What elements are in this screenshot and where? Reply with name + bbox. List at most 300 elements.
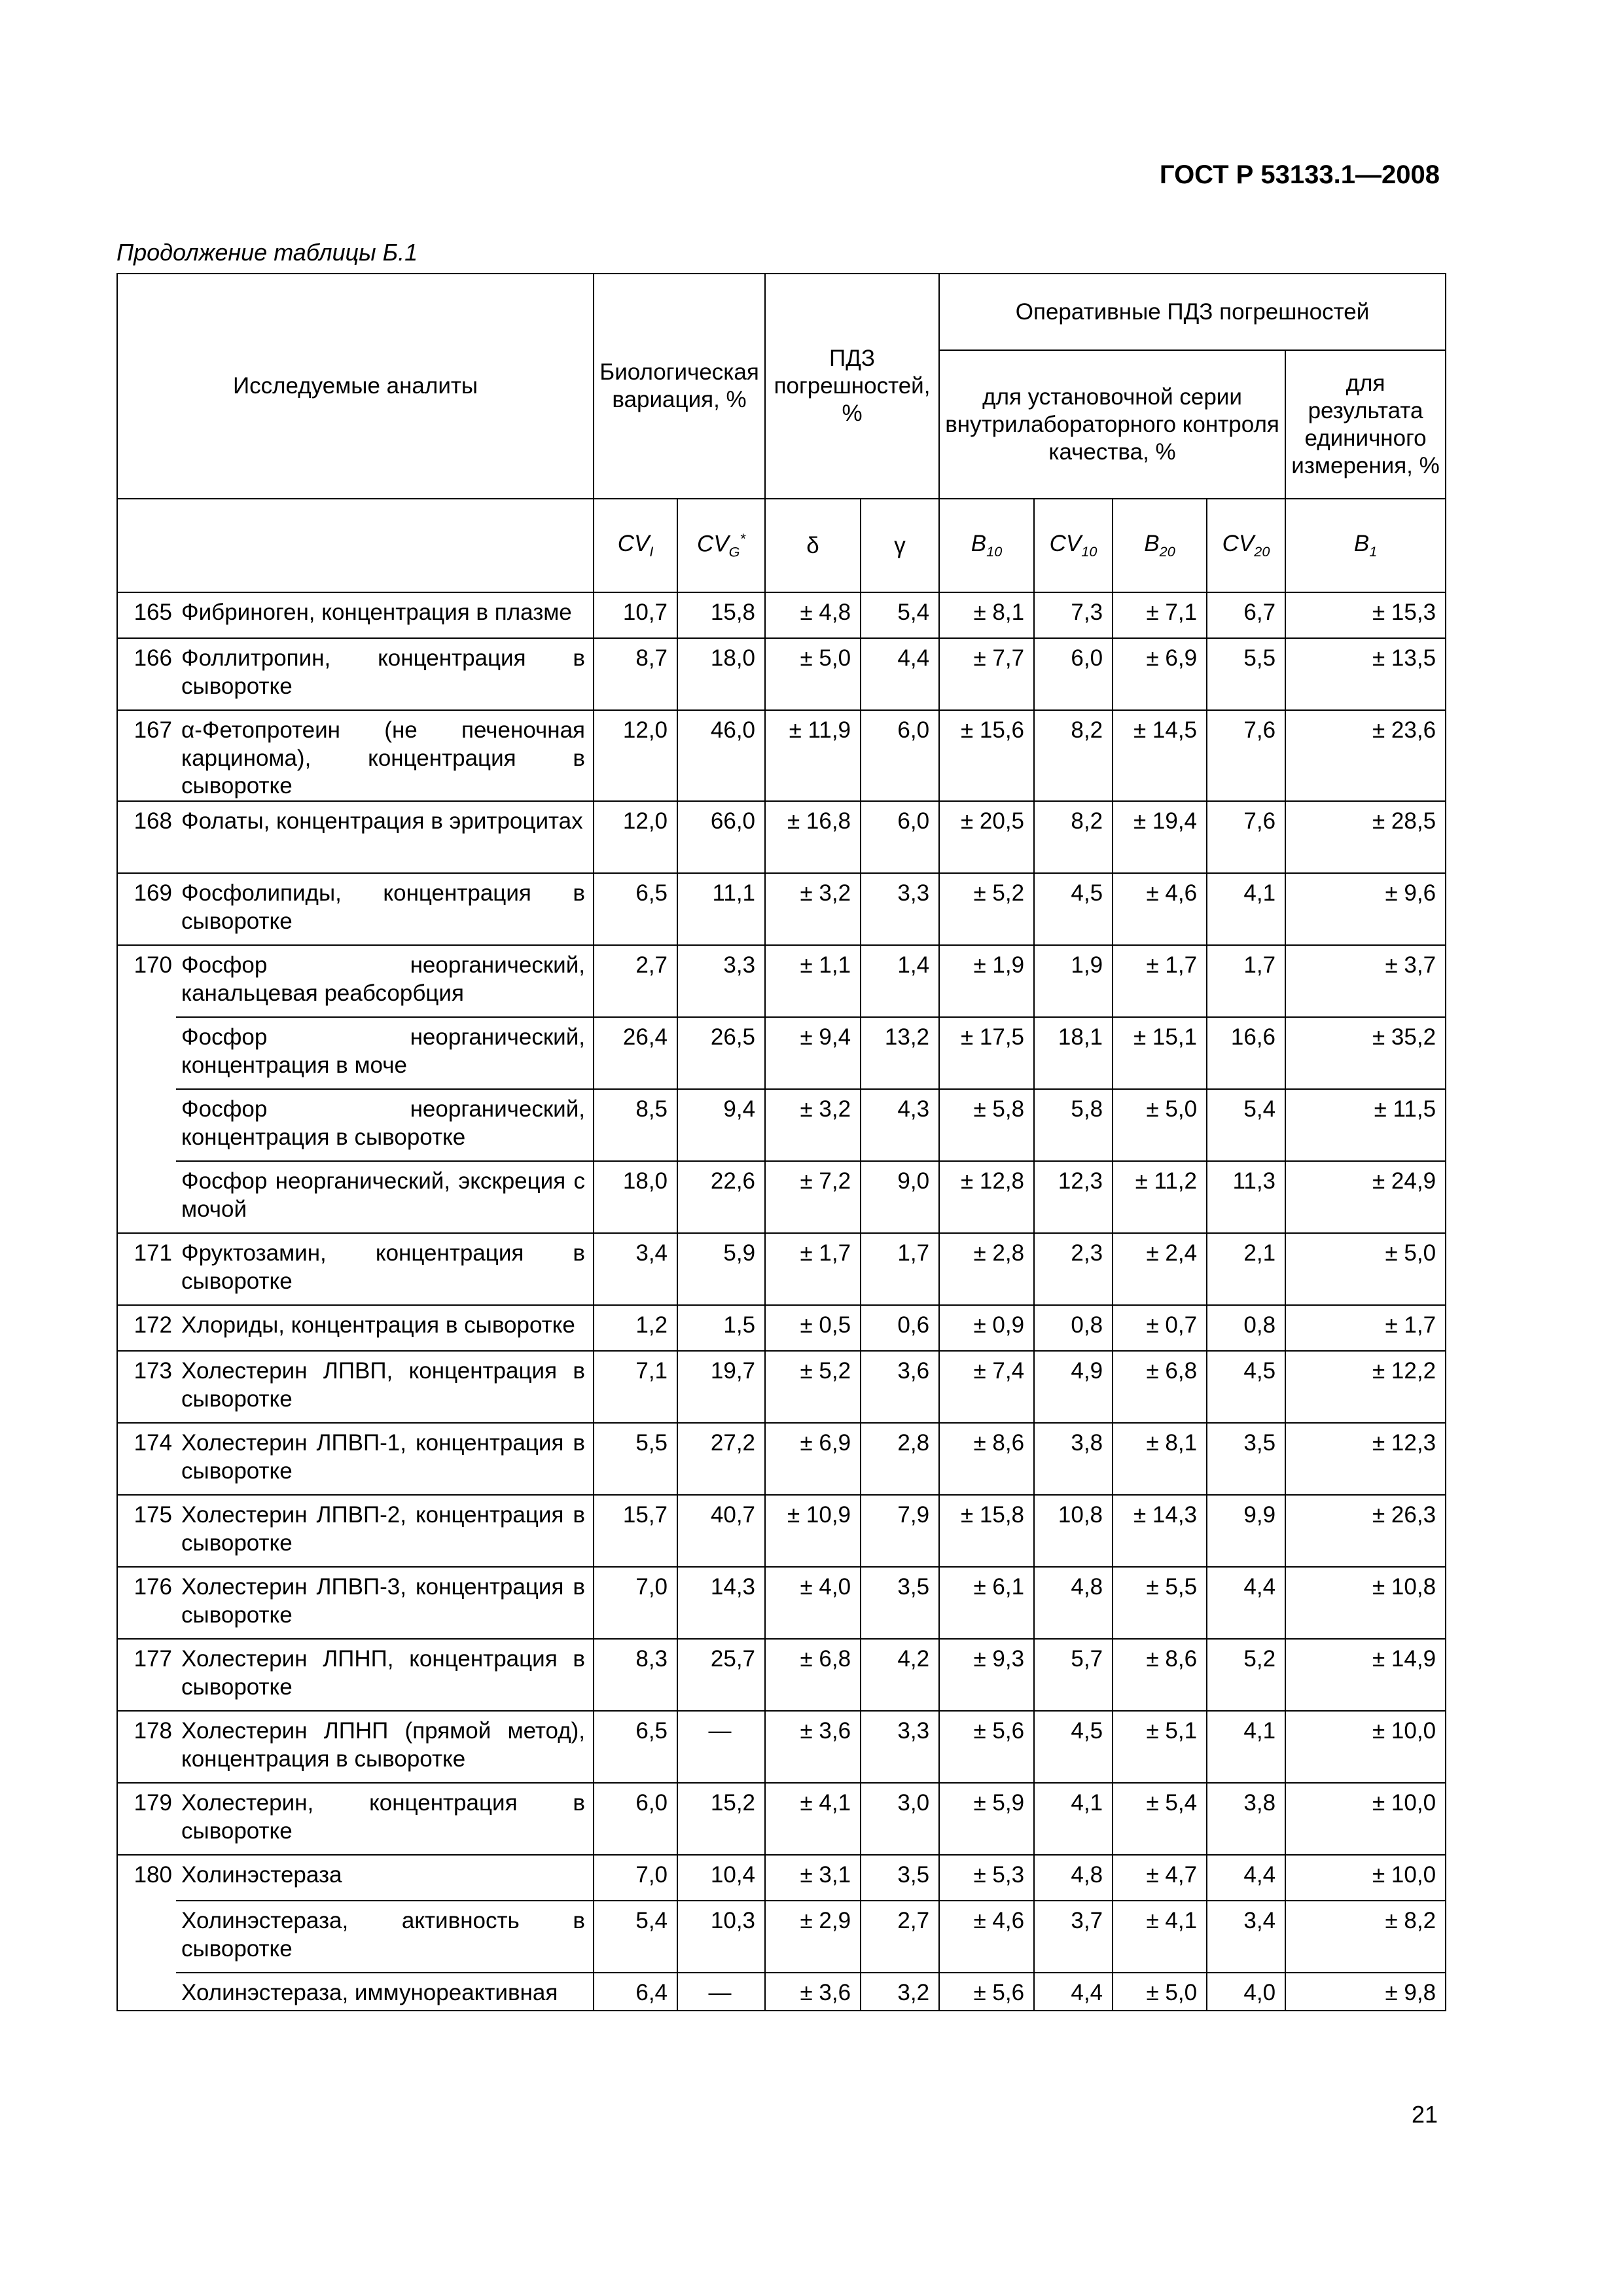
value-cell	[939, 1855, 1034, 1901]
cell-value: 6,0	[635, 1790, 668, 1816]
value-cell	[1285, 1973, 1446, 2011]
value-cell	[1207, 1161, 1285, 1233]
value-cell	[1207, 1567, 1285, 1639]
value-cell	[861, 1423, 939, 1495]
cell-value: 2,8	[897, 1430, 930, 1456]
cell-value: ± 8,1	[1146, 1430, 1197, 1456]
value-cell	[1285, 1423, 1446, 1495]
value-cell	[1034, 801, 1113, 873]
cell-value: ± 10,0	[1372, 1862, 1436, 1888]
value-cell	[677, 1089, 765, 1161]
cell-value: ± 2,9	[800, 1908, 851, 1933]
cell-value: ± 15,6	[961, 717, 1024, 743]
cell-value: ± 9,3	[973, 1646, 1024, 1672]
cell-value: 3,0	[897, 1790, 930, 1816]
cell-value: 15,7	[622, 1502, 668, 1528]
value-cell	[765, 1305, 861, 1351]
value-cell	[861, 1305, 939, 1351]
cell-value: 2,7	[897, 1908, 930, 1934]
cell-value: ± 6,1	[973, 1574, 1024, 1600]
value-cell	[765, 1495, 861, 1567]
row-number	[117, 1017, 176, 1089]
value-cell	[1285, 1017, 1446, 1089]
value-cell	[861, 945, 939, 1017]
value-cell	[594, 1089, 677, 1161]
value-cell	[765, 1351, 861, 1423]
cell-value: 2,3	[1071, 1240, 1103, 1266]
cell-value: 11,3	[1232, 1168, 1276, 1194]
value-cell	[861, 1495, 939, 1567]
value-cell	[1113, 1901, 1207, 1973]
value-cell	[677, 1351, 765, 1423]
header-b20: $B_{20}$	[1113, 499, 1207, 592]
cell-value: 4,1	[1243, 1718, 1276, 1744]
cell-value: 5,4	[897, 600, 930, 625]
value-cell	[1207, 945, 1285, 1017]
analyte-name: Холинэстераза, иммунореактивная	[176, 1973, 594, 2011]
row-number: 172	[117, 1305, 176, 1351]
row-number: 175	[117, 1495, 176, 1567]
row-number: 166	[117, 638, 176, 710]
cell-value: ± 3,6	[800, 1980, 851, 2005]
value-cell	[1113, 592, 1207, 638]
analyte-name: Фруктозамин, концентрация в сыворотке	[176, 1233, 594, 1305]
value-cell	[765, 945, 861, 1017]
row-number: 171	[117, 1233, 176, 1305]
value-cell	[594, 1423, 677, 1495]
value-cell	[1207, 638, 1285, 710]
table-row	[117, 1305, 1446, 1351]
cell-value: 7,6	[1243, 808, 1276, 834]
cell-value: 3,5	[897, 1574, 930, 1600]
value-cell	[861, 1351, 939, 1423]
value-cell	[1207, 1423, 1285, 1495]
cell-value: 3,8	[1243, 1790, 1276, 1816]
row-number	[117, 1089, 176, 1161]
row-number: 169	[117, 873, 176, 945]
cell-value: ± 10,8	[1372, 1574, 1436, 1600]
cell-value: 7,0	[635, 1862, 668, 1888]
value-cell	[1113, 1161, 1207, 1233]
cell-value: ± 4,1	[1146, 1908, 1197, 1933]
cell-value: ± 26,3	[1372, 1502, 1436, 1528]
cell-value: ± 2,4	[1146, 1240, 1197, 1266]
value-cell	[1034, 592, 1113, 638]
value-cell	[1113, 1973, 1207, 2011]
cell-value: 5,5	[635, 1430, 668, 1456]
cell-value: 3,3	[897, 880, 930, 906]
value-cell	[1034, 1089, 1113, 1161]
value-cell	[677, 592, 765, 638]
cell-value: ± 8,2	[1385, 1908, 1436, 1933]
header-cv-g: $CV_G^*$	[677, 499, 765, 592]
cell-value: ± 5,0	[1385, 1240, 1436, 1266]
value-cell	[677, 1161, 765, 1233]
cell-value: ± 6,8	[1146, 1358, 1197, 1384]
table-row	[117, 1233, 1446, 1305]
cell-value: 4,8	[1071, 1862, 1103, 1888]
value-cell	[765, 1017, 861, 1089]
cell-value: 5,7	[1071, 1646, 1103, 1672]
value-cell	[1207, 1305, 1285, 1351]
value-cell	[939, 1567, 1034, 1639]
cell-value: 10,8	[1058, 1502, 1103, 1528]
cell-value: 4,4	[1243, 1862, 1276, 1888]
cell-value: 4,0	[1243, 1980, 1276, 2006]
row-number: 177	[117, 1639, 176, 1711]
value-cell	[861, 1017, 939, 1089]
cell-value: ± 6,8	[800, 1646, 851, 1672]
value-cell	[1113, 1495, 1207, 1567]
value-cell	[939, 1901, 1034, 1973]
cell-value: 1,5	[723, 1312, 756, 1338]
value-cell	[861, 1639, 939, 1711]
cell-value: 3,3	[723, 952, 756, 978]
cell-value: 3,6	[897, 1358, 930, 1384]
cell-value: 7,9	[897, 1502, 930, 1528]
page-number: 21	[1411, 2101, 1438, 2128]
value-cell	[1034, 710, 1113, 801]
header-pdz: ПДЗ погрешностей, %	[765, 274, 939, 499]
cell-value: ± 5,6	[973, 1980, 1024, 2005]
cell-value: ± 4,1	[800, 1790, 851, 1816]
cell-value: ± 5,2	[973, 880, 1024, 906]
value-cell	[1113, 1305, 1207, 1351]
value-cell	[939, 1233, 1034, 1305]
analyte-name: Холестерин ЛПВП-3, концентрация в сыворотке	[176, 1567, 594, 1639]
value-cell	[677, 945, 765, 1017]
cell-value: 5,8	[1071, 1096, 1103, 1122]
table-row	[117, 1711, 1446, 1783]
row-number	[117, 1901, 176, 1973]
cell-value: ± 15,8	[961, 1502, 1024, 1528]
cell-value: ± 13,5	[1372, 645, 1436, 671]
value-cell	[1034, 1233, 1113, 1305]
cell-value: 10,3	[710, 1908, 756, 1934]
cell-value: 10,7	[622, 600, 668, 625]
value-cell	[594, 1567, 677, 1639]
value-cell	[1034, 1855, 1113, 1901]
table-row	[117, 1973, 1446, 2011]
value-cell	[939, 1639, 1034, 1711]
cell-value: 9,0	[897, 1168, 930, 1194]
cell-value: ± 0,5	[800, 1312, 851, 1338]
header-blank	[117, 499, 594, 592]
cell-value: 25,7	[710, 1646, 756, 1672]
header-setup-series: для установочной серии внутрилабораторного контроля качества, %	[939, 350, 1285, 499]
cell-value: ± 35,2	[1372, 1024, 1436, 1050]
value-cell	[594, 801, 677, 873]
value-cell	[1285, 1233, 1446, 1305]
cell-value: 18,0	[622, 1168, 668, 1194]
cell-value: 3,8	[1071, 1430, 1103, 1456]
value-cell	[1285, 592, 1446, 638]
value-cell	[861, 1567, 939, 1639]
value-cell	[1285, 1351, 1446, 1423]
cell-value: 10,4	[710, 1862, 756, 1888]
value-cell	[594, 1973, 677, 2011]
row-number	[117, 1973, 176, 2011]
cell-value: ± 5,2	[800, 1358, 851, 1384]
document-code: ГОСТ Р 53133.1—2008	[1159, 160, 1440, 189]
cell-value: ± 4,0	[800, 1574, 851, 1600]
value-cell	[861, 873, 939, 945]
cell-value: 4,5	[1243, 1358, 1276, 1384]
value-cell	[677, 1855, 765, 1901]
table-row	[117, 710, 1446, 801]
table-row	[117, 1783, 1446, 1855]
cell-value: 7,3	[1071, 600, 1103, 625]
cell-value: 5,4	[635, 1908, 668, 1934]
row-number: 167	[117, 710, 176, 801]
header-gamma: γ	[861, 499, 939, 592]
value-cell	[1113, 1567, 1207, 1639]
cell-value: 66,0	[710, 808, 756, 834]
value-cell	[1285, 873, 1446, 945]
value-cell	[1113, 1639, 1207, 1711]
value-cell	[677, 873, 765, 945]
value-cell	[765, 1639, 861, 1711]
cell-value: 11,1	[712, 880, 756, 906]
cell-value: 4,4	[1071, 1980, 1103, 2006]
value-cell	[861, 1901, 939, 1973]
cell-value: 0,8	[1071, 1312, 1103, 1338]
cell-value: 4,5	[1071, 1718, 1103, 1744]
table-body	[117, 592, 1446, 2011]
cell-value: 4,4	[897, 645, 930, 671]
table-row	[117, 1423, 1446, 1495]
value-cell	[861, 1855, 939, 1901]
row-number: 176	[117, 1567, 176, 1639]
value-cell	[1034, 1783, 1113, 1855]
header-single-result: для результата единичного измерения, %	[1285, 350, 1446, 499]
cell-value: 4,2	[897, 1646, 930, 1672]
value-cell	[677, 1567, 765, 1639]
value-cell	[861, 801, 939, 873]
cell-value: 5,4	[1243, 1096, 1276, 1122]
value-cell	[1113, 1351, 1207, 1423]
value-cell	[765, 1233, 861, 1305]
cell-value: ± 9,4	[800, 1024, 851, 1050]
header-b1: $B_1$	[1285, 499, 1446, 592]
row-number: 180	[117, 1855, 176, 1901]
cell-value: ± 4,6	[973, 1908, 1024, 1933]
value-cell	[765, 710, 861, 801]
value-cell	[1034, 873, 1113, 945]
value-cell	[1034, 1567, 1113, 1639]
value-cell	[1034, 1901, 1113, 1973]
value-cell	[765, 1161, 861, 1233]
value-cell	[1207, 710, 1285, 801]
value-cell	[1207, 1855, 1285, 1901]
value-cell	[1034, 1973, 1113, 2011]
analyte-name: Фибриноген, концентрация в плазме	[176, 592, 594, 638]
cell-value: 7,0	[635, 1574, 668, 1600]
cell-value: ± 11,5	[1374, 1096, 1436, 1122]
value-cell	[677, 1423, 765, 1495]
cell-value: ± 7,4	[973, 1358, 1024, 1384]
header-bio-variation: Биологическая вариация, %	[594, 274, 765, 499]
value-cell	[765, 873, 861, 945]
cell-value: 6,4	[635, 1980, 668, 2006]
cell-value: 12,3	[1058, 1168, 1103, 1194]
cell-value: ± 28,5	[1372, 808, 1436, 834]
cell-value: ± 5,6	[973, 1718, 1024, 1744]
cell-value: 15,2	[710, 1790, 756, 1816]
table-row	[117, 1901, 1446, 1973]
value-cell	[1207, 801, 1285, 873]
cell-value: 12,0	[622, 717, 668, 743]
value-cell	[861, 1973, 939, 2011]
row-number: 170	[117, 945, 176, 1017]
value-cell	[1113, 1017, 1207, 1089]
cell-value: ± 6,9	[800, 1430, 851, 1456]
table-row	[117, 1495, 1446, 1567]
value-cell	[939, 1711, 1034, 1783]
value-cell	[1034, 1305, 1113, 1351]
cell-value: ± 11,2	[1135, 1168, 1197, 1194]
analyte-name: Холинэстераза	[176, 1855, 594, 1901]
cell-value: ± 3,6	[800, 1718, 851, 1744]
cell-value: ± 1,7	[1146, 952, 1197, 978]
analytes-table	[116, 273, 1446, 2011]
cell-value: ± 12,8	[961, 1168, 1024, 1194]
value-cell	[677, 1017, 765, 1089]
row-number: 179	[117, 1783, 176, 1855]
cell-value: 2,1	[1243, 1240, 1276, 1266]
cell-value: ± 6,9	[1146, 645, 1197, 671]
cell-value: 8,2	[1071, 808, 1103, 834]
value-cell	[1207, 592, 1285, 638]
cell-value: 3,5	[897, 1862, 930, 1888]
analyte-name: Фосфор неорганический, концентрация в моче	[176, 1017, 594, 1089]
cell-value: ± 10,0	[1372, 1718, 1436, 1744]
value-cell	[594, 592, 677, 638]
value-cell	[861, 1161, 939, 1233]
value-cell	[1113, 801, 1207, 873]
value-cell	[677, 710, 765, 801]
value-cell	[1285, 1567, 1446, 1639]
value-cell	[1034, 1639, 1113, 1711]
cell-value: 0,8	[1243, 1312, 1276, 1338]
value-cell	[1034, 1423, 1113, 1495]
cell-value: 9,4	[723, 1096, 756, 1122]
value-cell	[677, 1495, 765, 1567]
value-cell	[939, 1973, 1034, 2011]
cell-value: ± 16,8	[787, 808, 851, 834]
value-cell	[765, 1901, 861, 1973]
value-cell	[1207, 1089, 1285, 1161]
value-cell	[1207, 1783, 1285, 1855]
cell-value: 6,7	[1243, 600, 1276, 625]
cell-value: 8,7	[635, 645, 668, 671]
value-cell	[594, 1783, 677, 1855]
value-cell	[939, 945, 1034, 1017]
cell-value: ± 15,3	[1372, 600, 1436, 625]
cell-value: 16,6	[1230, 1024, 1276, 1050]
cell-value: 8,5	[635, 1096, 668, 1122]
table-row	[117, 1351, 1446, 1423]
value-cell	[1207, 1233, 1285, 1305]
table-row	[117, 1639, 1446, 1711]
value-cell	[1113, 1783, 1207, 1855]
value-cell	[677, 1901, 765, 1973]
cell-value: ± 8,1	[973, 600, 1024, 625]
cell-value: 18,1	[1058, 1024, 1103, 1050]
cell-value: ± 3,1	[800, 1862, 851, 1888]
value-cell	[1285, 710, 1446, 801]
cell-value: 4,1	[1071, 1790, 1103, 1816]
table-row	[117, 873, 1446, 945]
value-cell	[1285, 1783, 1446, 1855]
header-cv10: $CV_{10}$	[1034, 499, 1113, 592]
cell-value: 1,7	[1243, 952, 1276, 978]
row-number: 174	[117, 1423, 176, 1495]
cell-value: ± 10,0	[1372, 1790, 1436, 1816]
value-cell	[1207, 1017, 1285, 1089]
value-cell	[765, 1973, 861, 2011]
cell-value: 4,4	[1243, 1574, 1276, 1600]
cell-value: ± 4,8	[800, 600, 851, 625]
cell-value: 6,0	[897, 808, 930, 834]
cell-value: ± 11,9	[789, 717, 851, 743]
analyte-name: Хлориды, концентрация в сыворотке	[176, 1305, 594, 1351]
value-cell	[594, 1495, 677, 1567]
value-cell	[1034, 1017, 1113, 1089]
cell-value: 0,6	[897, 1312, 930, 1338]
value-cell	[1113, 710, 1207, 801]
value-cell	[939, 801, 1034, 873]
value-cell	[861, 638, 939, 710]
value-cell	[594, 1351, 677, 1423]
header-cv-i: $CV_I$	[594, 499, 677, 592]
cell-value: ± 7,2	[800, 1168, 851, 1194]
cell-value: ± 14,3	[1133, 1502, 1197, 1528]
value-cell	[594, 945, 677, 1017]
table-row	[117, 945, 1446, 1017]
value-cell	[594, 1711, 677, 1783]
value-cell	[861, 710, 939, 801]
cell-value: 1,9	[1071, 952, 1103, 978]
cell-value: ± 5,3	[973, 1862, 1024, 1888]
value-cell	[1113, 1233, 1207, 1305]
cell-value: 6,5	[635, 880, 668, 906]
value-cell	[1285, 1305, 1446, 1351]
value-cell	[677, 1973, 765, 2011]
cell-value: 4,1	[1243, 880, 1276, 906]
value-cell	[1207, 873, 1285, 945]
cell-value: 5,5	[1243, 645, 1276, 671]
cell-value: ± 10,9	[787, 1502, 851, 1528]
cell-value: 22,6	[710, 1168, 756, 1194]
cell-value: ± 8,6	[1146, 1646, 1197, 1672]
cell-value: ± 1,9	[973, 952, 1024, 978]
value-cell	[1034, 1161, 1113, 1233]
value-cell	[594, 1305, 677, 1351]
analyte-name: Холестерин ЛПВП-1, концентрация в сыворотке	[176, 1423, 594, 1495]
value-cell	[1113, 1855, 1207, 1901]
value-cell	[1207, 1351, 1285, 1423]
cell-value: ± 7,7	[973, 645, 1024, 671]
cell-value: 18,0	[710, 645, 756, 671]
value-cell	[594, 1233, 677, 1305]
value-cell	[765, 1855, 861, 1901]
row-number: 178	[117, 1711, 176, 1783]
analyte-name: Фосфор неорганический, канальцевая реабсорбция	[176, 945, 594, 1017]
value-cell	[594, 1017, 677, 1089]
value-cell	[594, 1161, 677, 1233]
cell-value: 4,9	[1071, 1358, 1103, 1384]
